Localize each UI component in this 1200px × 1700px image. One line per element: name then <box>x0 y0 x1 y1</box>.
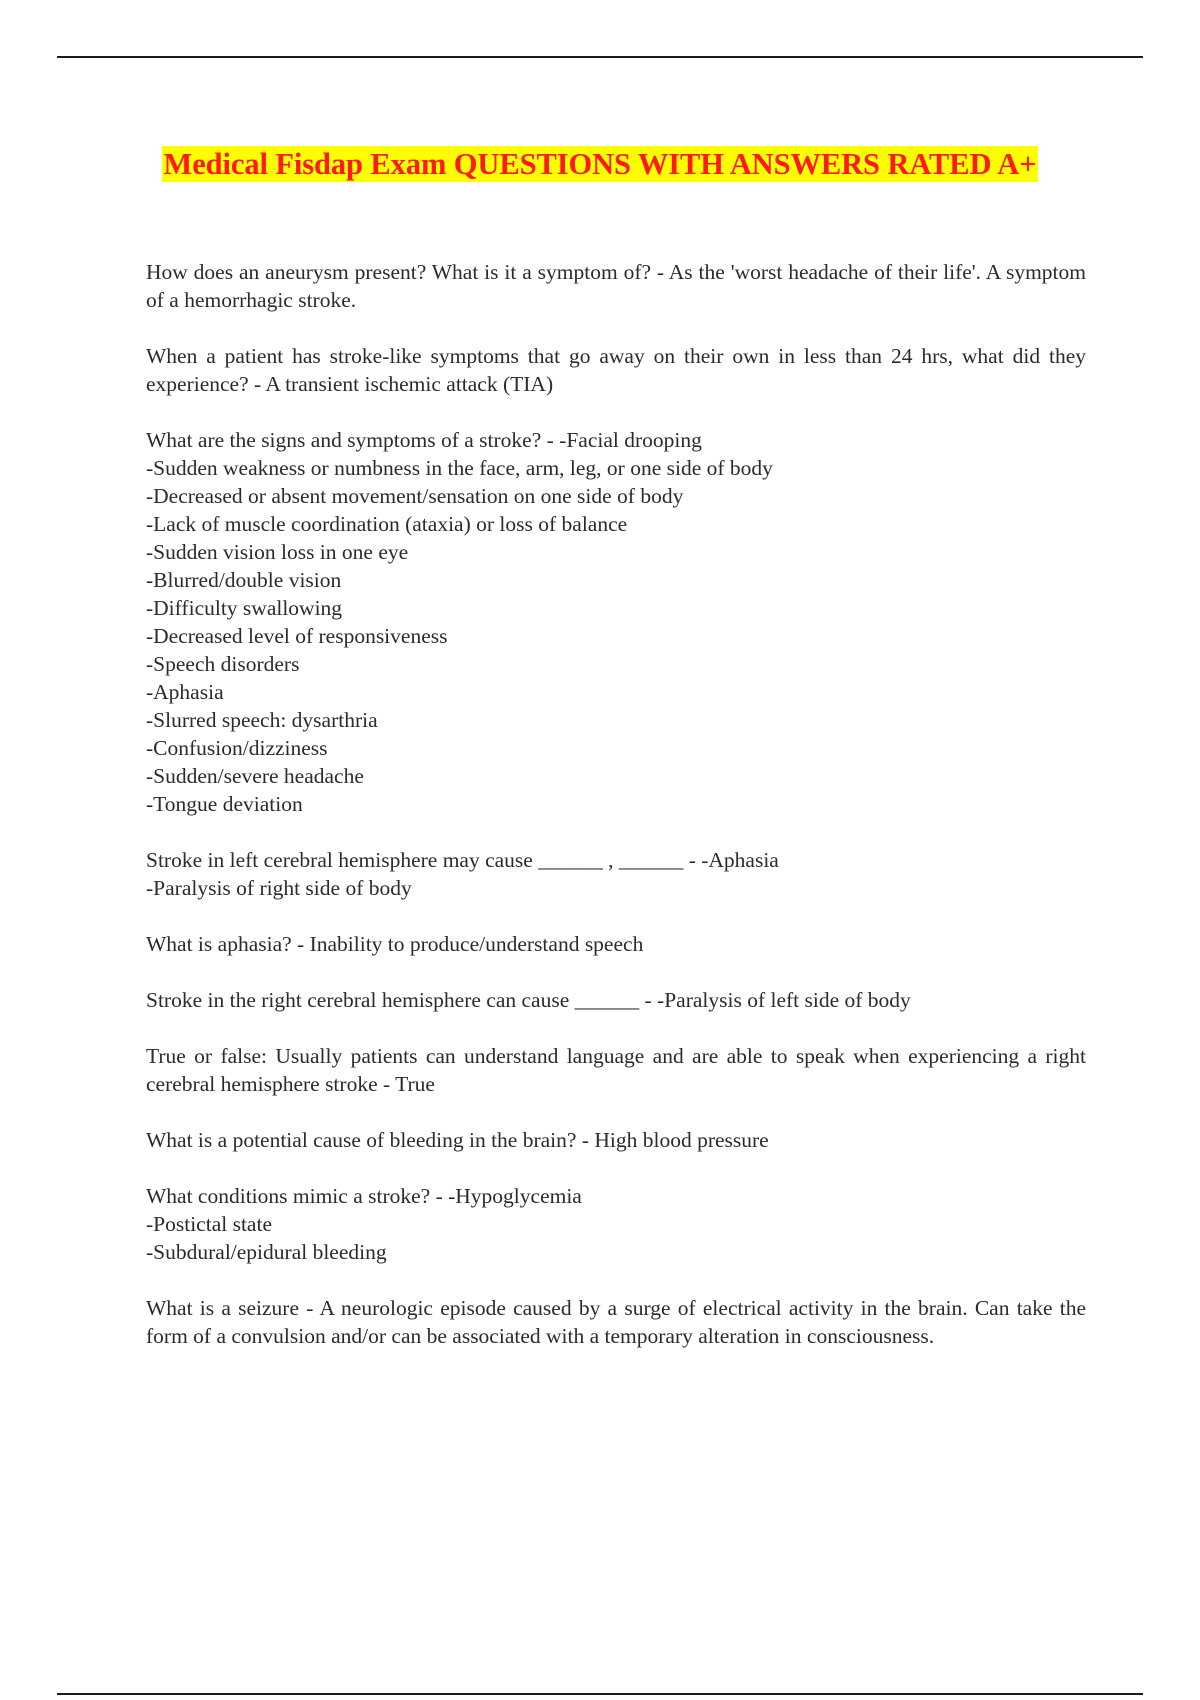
qa-question-line: What are the signs and symptoms of a stroke? - -Facial drooping <box>146 428 702 452</box>
qa-answer-line: -Subdural/epidural bleeding <box>146 1240 387 1264</box>
qa-text: Stroke in the right cerebral hemisphere can cause ______ - -Paralysis of left side of body <box>146 988 911 1012</box>
qa-answer-line: -Sudden vision loss in one eye <box>146 540 409 564</box>
qa-answer-line: -Lack of muscle coordination (ataxia) or loss of balance <box>146 512 628 536</box>
qa-question-line: What conditions mimic a stroke? - -Hypoglycemia <box>146 1184 582 1208</box>
qa-answer-line: -Blurred/double vision <box>146 568 342 592</box>
qa-item <box>146 930 1086 958</box>
qa-text: What is a seizure - A neurologic episode caused by a surge of electrical activity in the brain. Can take the form of a convulsion and/or can be associated with a temporary alteration in consciousness. <box>146 1296 1086 1348</box>
qa-answer-line: -Speech disorders <box>146 652 300 676</box>
qa-item <box>146 986 1086 1014</box>
qa-answer-line: -Confusion/dizziness <box>146 736 328 760</box>
qa-item <box>146 1042 1086 1098</box>
qa-item <box>146 342 1086 398</box>
title-block <box>0 146 1200 182</box>
qa-question-line: Stroke in left cerebral hemisphere may cause ______ , ______ - -Aphasia <box>146 848 779 872</box>
qa-answer-line: -Decreased or absent movement/sensation on one side of body <box>146 484 684 508</box>
top-rule <box>57 56 1143 58</box>
qa-item <box>146 846 1086 902</box>
qa-item <box>146 1126 1086 1154</box>
qa-text: When a patient has stroke-like symptoms that go away on their own in less than 24 hrs, what did they experience? - A transient ischemic attack (TIA) <box>146 344 1086 396</box>
qa-answer-line: -Decreased level of responsiveness <box>146 624 448 648</box>
qa-answer-line: -Sudden/severe headache <box>146 764 364 788</box>
document-title: Medical Fisdap Exam QUESTIONS WITH ANSWERS RATED A+ <box>163 147 1037 181</box>
qa-content <box>146 258 1086 1378</box>
bottom-rule <box>57 1693 1143 1695</box>
qa-answer-line: -Difficulty swallowing <box>146 596 343 620</box>
qa-item <box>146 1182 1086 1266</box>
qa-item <box>146 426 1086 818</box>
qa-text: What is a potential cause of bleeding in the brain? - High blood pressure <box>146 1128 769 1152</box>
qa-answer-line: -Slurred speech: dysarthria <box>146 708 378 732</box>
qa-text: What is aphasia? - Inability to produce/understand speech <box>146 932 644 956</box>
qa-answer-line: -Postictal state <box>146 1212 272 1236</box>
qa-item <box>146 258 1086 314</box>
qa-text: How does an aneurysm present? What is it a symptom of? - As the 'worst headache of their life'. A symptom of a hemorrhagic stroke. <box>146 260 1086 312</box>
qa-answer-line: -Paralysis of right side of body <box>146 876 412 900</box>
qa-answer-line: -Tongue deviation <box>146 792 303 816</box>
qa-answer-line: -Sudden weakness or numbness in the face, arm, leg, or one side of body <box>146 456 773 480</box>
qa-text: True or false: Usually patients can understand language and are able to speak when experiencing a right cerebral hemisphere stroke - True <box>146 1044 1086 1096</box>
qa-item <box>146 1294 1086 1350</box>
qa-answer-line: -Aphasia <box>146 680 224 704</box>
